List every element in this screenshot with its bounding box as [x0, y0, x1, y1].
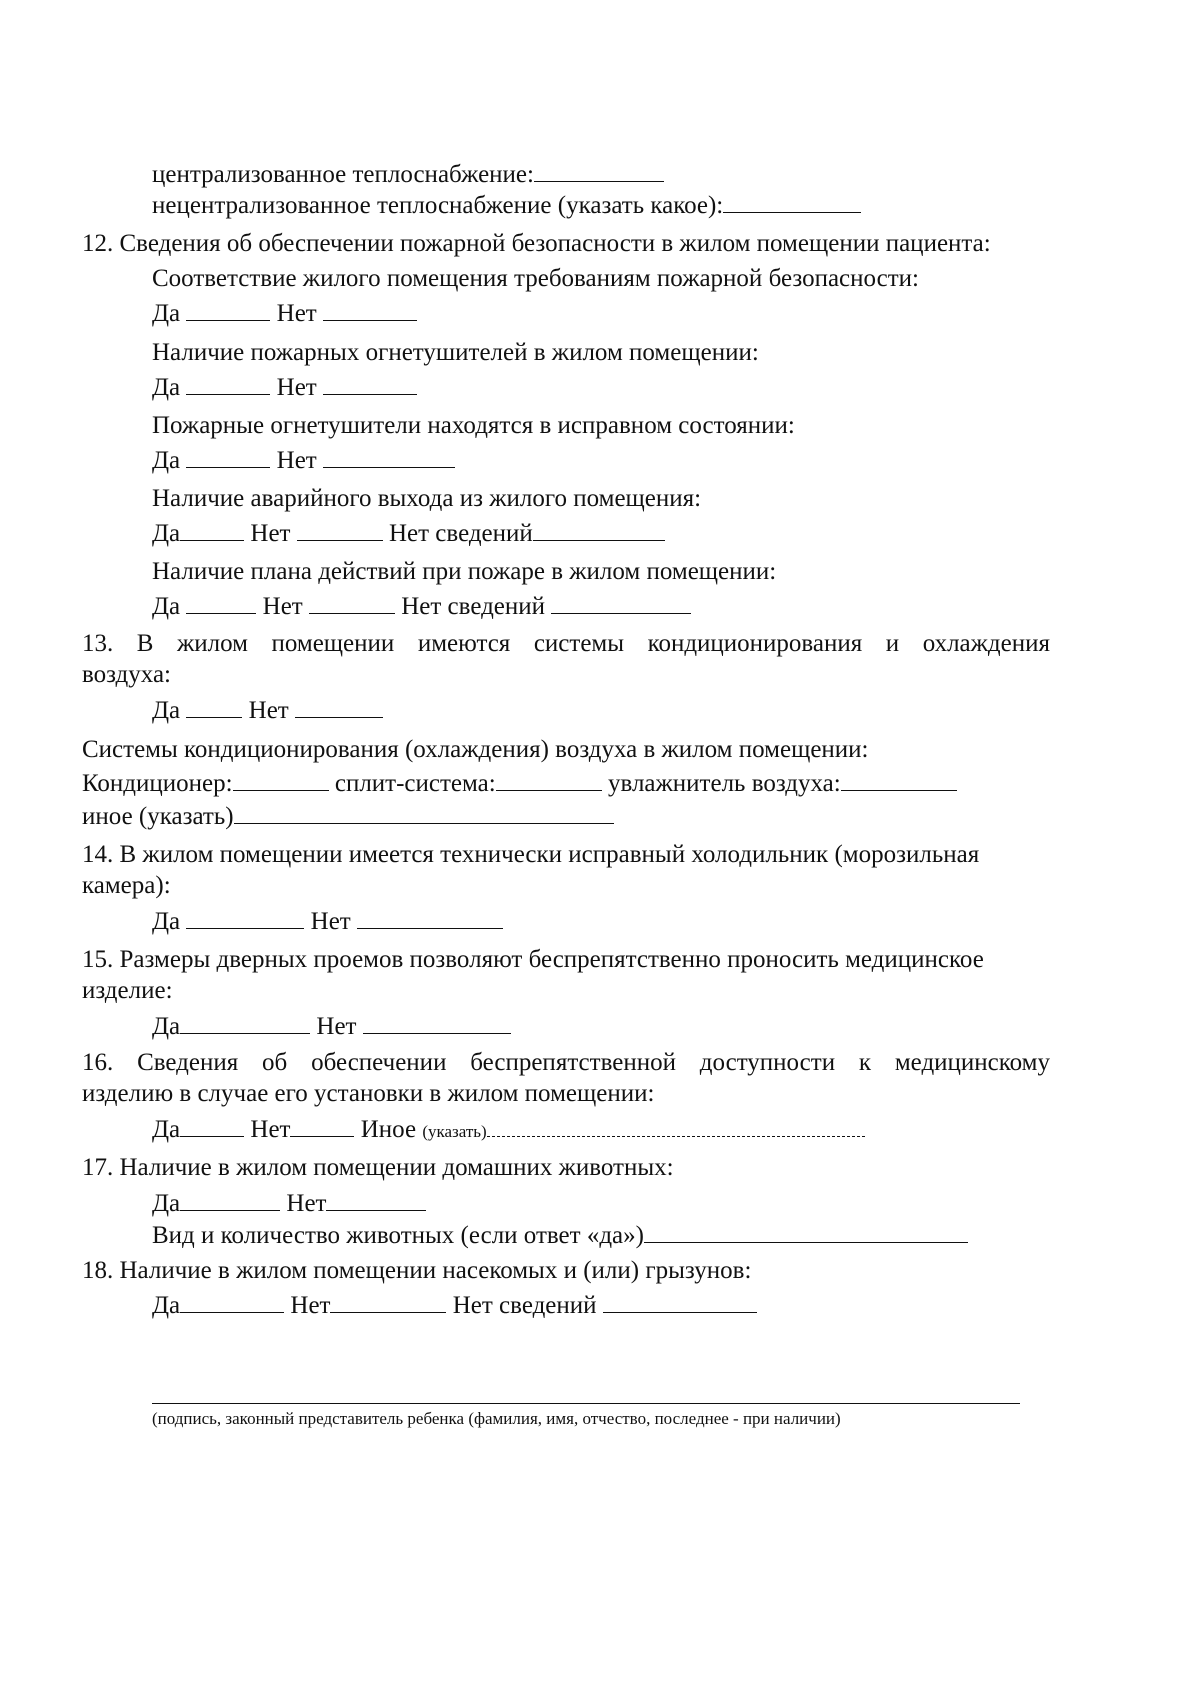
yes-label: Да: [152, 520, 181, 547]
yes-field[interactable]: [180, 1013, 310, 1034]
no-field[interactable]: [330, 1292, 446, 1313]
no-label: Нет: [250, 1116, 291, 1143]
q12-item-5-answer: [152, 592, 691, 622]
q16-title-line1: 16. Сведения об обеспечении беспрепятственной доступности к медицинскому: [82, 1049, 1050, 1076]
no-label: Нет: [286, 1190, 327, 1217]
humidifier-label: увлажнитель воздуха:: [607, 770, 841, 797]
no-field[interactable]: [326, 1190, 426, 1211]
q16-answer: [152, 1115, 865, 1147]
yes-label: Да: [152, 1013, 181, 1040]
yes-field[interactable]: [186, 447, 270, 468]
q18-title: 18. Наличие в жилом помещении насекомых и (или) грызунов:: [82, 1257, 752, 1284]
q12-item-5: Наличие плана действий при пожаре в жилом помещении:: [152, 558, 777, 585]
central-heating-field[interactable]: [534, 161, 664, 182]
other-label: иное (указать): [82, 803, 234, 830]
no-info-field[interactable]: [603, 1292, 757, 1313]
yes-label: Да: [152, 1292, 181, 1319]
yes-label: Да: [152, 447, 181, 474]
q12-title: 12. Сведения об обеспечении пожарной безопасности в жилом помещении пациента:: [82, 230, 991, 257]
q15-title-line2: изделие:: [82, 977, 173, 1004]
q13-title-line1: 13. В жилом помещении имеются системы кондиционирования и охлаждения: [82, 630, 1050, 657]
no-field[interactable]: [363, 1013, 511, 1034]
q15-title-line1: 15. Размеры дверных проемов позволяют беспрепятственно проносить медицинское: [82, 946, 984, 973]
no-info-field[interactable]: [551, 593, 691, 614]
q13-systems-title: Системы кондиционирования (охлаждения) воздуха в жилом помещении:: [82, 736, 869, 763]
yes-label: Да: [152, 300, 181, 327]
q14-title-line1: 14. В жилом помещении имеется технически исправный холодильник (морозильная: [82, 841, 980, 868]
no-label: Нет: [262, 593, 303, 620]
other-label: Иное: [360, 1116, 417, 1143]
noncentral-heating-row: [152, 191, 861, 221]
q13-title-line2: воздуха:: [82, 661, 171, 688]
humidifier-field[interactable]: [841, 770, 957, 791]
no-field[interactable]: [295, 697, 383, 718]
q12-item-3-answer: [152, 446, 455, 476]
no-label: Нет: [290, 1292, 331, 1319]
q13-systems-row: [82, 769, 957, 799]
no-field[interactable]: [323, 447, 455, 468]
pets-label: Вид и количество животных (если ответ «да»): [152, 1222, 644, 1249]
noncentral-heating-label: нецентрализованное теплоснабжение (указать какое):: [152, 192, 724, 219]
yes-label: Да: [152, 1190, 181, 1217]
q13-answer: [152, 696, 383, 726]
q12-item-4: Наличие аварийного выхода из жилого помещения:: [152, 485, 702, 512]
split-field[interactable]: [496, 770, 602, 791]
yes-field[interactable]: [186, 374, 270, 395]
central-heating-row: [152, 160, 664, 190]
yes-label: Да: [152, 374, 181, 401]
yes-field[interactable]: [180, 1292, 284, 1313]
q14-title-line2: камера):: [82, 872, 171, 899]
no-label: Нет: [276, 447, 317, 474]
no-info-label: Нет сведений: [388, 520, 533, 547]
q12-item-2-answer: [152, 373, 417, 403]
other-field[interactable]: [487, 1116, 865, 1137]
conditioner-label: Кондиционер:: [82, 770, 233, 797]
q12-item-4-answer: [152, 519, 665, 549]
yes-label: Да: [152, 593, 181, 620]
yes-field[interactable]: [180, 1190, 280, 1211]
conditioner-field[interactable]: [233, 770, 329, 791]
no-label: Нет: [276, 300, 317, 327]
specify-label: (указать): [422, 1122, 487, 1141]
q18-answer: [152, 1291, 757, 1321]
q12-item-3: Пожарные огнетушители находятся в исправном состоянии:: [152, 412, 795, 439]
yes-label: Да: [152, 697, 181, 724]
yes-field[interactable]: [180, 1116, 244, 1137]
signature-caption: (подпись, законный представитель ребенка (фамилия, имя, отчество, последнее - при наличии): [152, 1409, 841, 1428]
q14-answer: [152, 907, 503, 937]
no-label: Нет: [310, 908, 351, 935]
no-label: Нет: [276, 374, 317, 401]
yes-field[interactable]: [186, 697, 242, 718]
yes-label: Да: [152, 1116, 181, 1143]
q12-item-2: Наличие пожарных огнетушителей в жилом помещении:: [152, 339, 759, 366]
no-field[interactable]: [309, 593, 395, 614]
no-info-label: Нет сведений: [452, 1292, 597, 1319]
no-label: Нет: [316, 1013, 357, 1040]
yes-field[interactable]: [186, 593, 256, 614]
q17-pets-row: [152, 1221, 968, 1251]
split-label: сплит-система:: [334, 770, 496, 797]
other-field[interactable]: [234, 803, 614, 824]
pets-field[interactable]: [644, 1222, 968, 1243]
yes-field[interactable]: [180, 520, 244, 541]
signature-line[interactable]: [152, 1403, 1020, 1404]
q17-answer: [152, 1189, 426, 1219]
q12-item-1-answer: [152, 299, 417, 329]
no-field[interactable]: [297, 520, 383, 541]
q16-title-line2: изделию в случае его установки в жилом помещении:: [82, 1080, 655, 1107]
no-field[interactable]: [357, 908, 503, 929]
no-info-label: Нет сведений: [401, 593, 546, 620]
no-field[interactable]: [323, 300, 417, 321]
no-info-field[interactable]: [533, 520, 665, 541]
no-label: Нет: [250, 520, 291, 547]
no-field[interactable]: [290, 1116, 354, 1137]
q12-item-1: Соответствие жилого помещения требованиям пожарной безопасности:: [152, 265, 920, 292]
yes-label: Да: [152, 908, 181, 935]
q13-other-row: [82, 802, 614, 832]
noncentral-heating-field[interactable]: [723, 192, 861, 213]
q15-answer: [152, 1012, 511, 1042]
yes-field[interactable]: [186, 908, 304, 929]
central-heating-label: централизованное теплоснабжение:: [152, 161, 534, 188]
no-label: Нет: [248, 697, 289, 724]
yes-field[interactable]: [186, 300, 270, 321]
no-field[interactable]: [323, 374, 417, 395]
q17-title: 17. Наличие в жилом помещении домашних животных:: [82, 1154, 674, 1181]
